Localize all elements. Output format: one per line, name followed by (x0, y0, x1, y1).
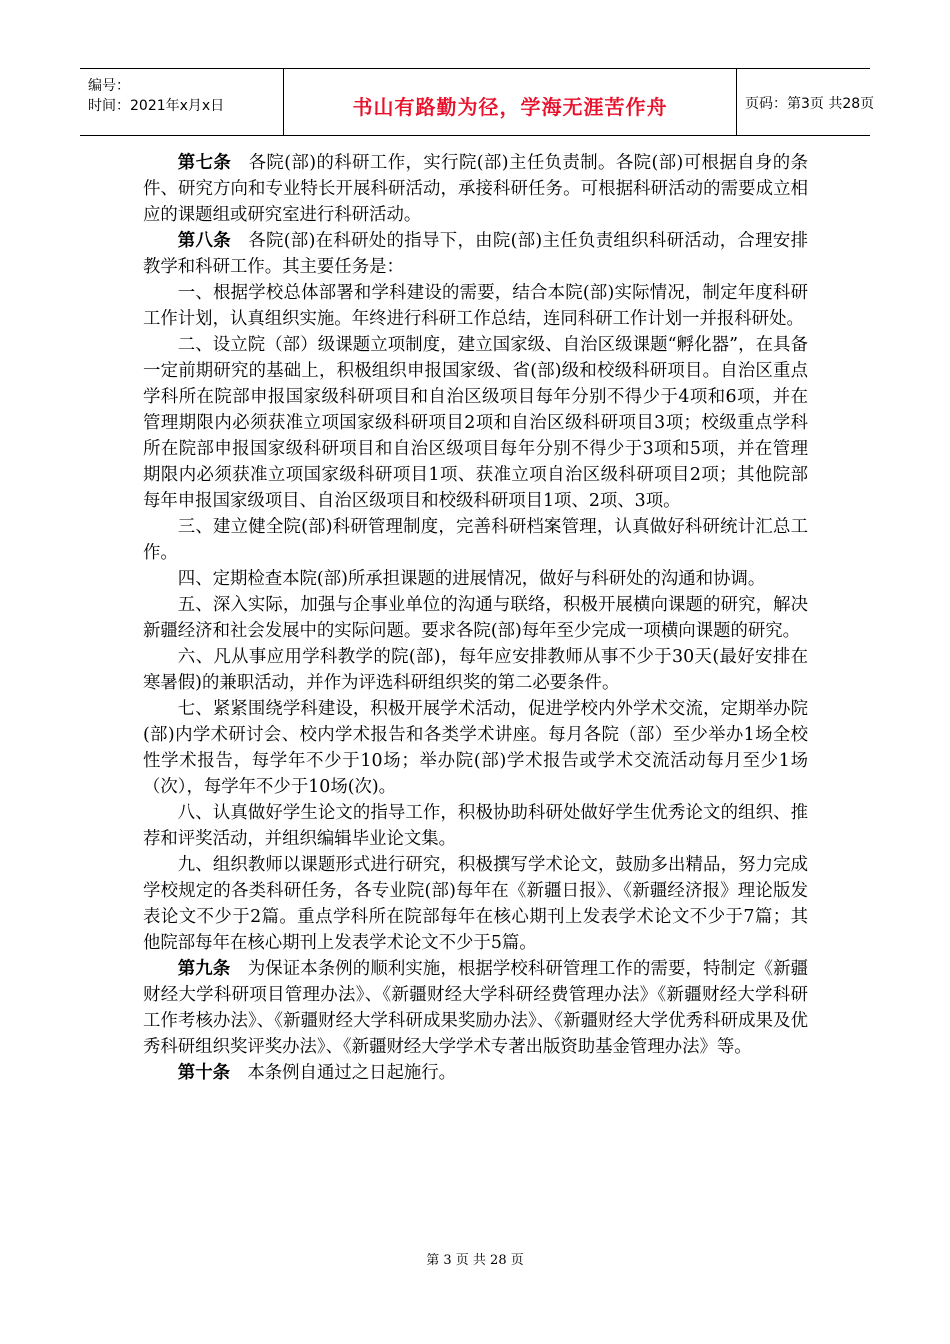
article-10-text: 本条例自通过之日起施行。 (247, 1063, 457, 1083)
article-8-item-1: 一、根据学校总体部署和学科建设的需要，结合本院(部)实际情况，制定年度科研工作计划，认真组织实施。年终进行科研工作总结，连同科研工作计划一并报科研处。 (143, 283, 808, 329)
article-8-item-9: 九、组织教师以课题形式进行研究，积极撰写学术论文，鼓励多出精品，努力完成学校规定的各类科研任务，各专业院(部)每年在《新疆日报》、《新疆经济报》理论版发表论文不少于2篇。重点学科所在院部每年在核心期刊上发表学术论文不少于7篇；其他院部每年在核心期刊上发表学术论文不少于5篇。 (143, 855, 808, 953)
article-8-item-3: 三、建立健全院(部)科研管理制度，完善科研档案管理，认真做好科研统计汇总工作。 (143, 517, 808, 563)
document-date-label: 时间：2021年x月x日 (88, 98, 225, 114)
header-page-cell (737, 69, 875, 135)
article-8-item-5: 五、深入实际，加强与企事业单位的沟通与联络，积极开展横向课题的研究，解决新疆经济和社会发展中的实际问题。要求各院(部)每年至少完成一项横向课题的研究。 (143, 595, 808, 641)
article-8-item-7: 七、紧紧围绕学科建设，积极开展学术活动，促进学校内外学术交流，定期举办院(部)内学术研讨会、校内学术报告和各类学术讲座。每月各院（部）至少举办1场全校性学术报告，每学年不少于10场；举办院(部)学术报告或学术交流活动每月至少1场（次），每学年不少于10场(次)。 (143, 699, 808, 797)
article-9-text: 为保证本条例的顺利实施，根据学校科研管理工作的需要，特制定《新疆财经大学科研项目管理办法》、《新疆财经大学科研经费管理办法》《新疆财经大学科研工作考核办法》、《新疆财经大学科研成果奖励办法》、《新疆财经大学优秀科研成果及优秀科研组织奖评奖办法》、《新疆财经大学学术专著出版资助基金管理办法》等。 (143, 959, 808, 1057)
article-8-title: 第八条 (177, 231, 231, 251)
article-7-title: 第七条 (177, 153, 232, 173)
header-meta-cell (80, 69, 284, 135)
article-8-item-4: 四、定期检查本院(部)所承担课题的进展情况，做好与科研处的沟通和协调。 (177, 569, 766, 589)
article-10-title: 第十条 (177, 1063, 230, 1083)
document-body (143, 150, 808, 1086)
page-header (80, 68, 875, 136)
article-10 (143, 1060, 808, 1086)
article-8-item-6: 六、凡从事应用学科教学的院(部)，每年应安排教师从事不少于30天(最好安排在寒暑假)的兼职活动，并作为评选科研组织奖的第二必要条件。 (143, 647, 808, 693)
article-8-text: 各院(部)在科研处的指导下，由院(部)主任负责组织科研活动，合理安排教学和科研工作。其主要任务是： (143, 231, 808, 277)
article-9-title: 第九条 (177, 959, 231, 979)
header-motto-cell (284, 69, 737, 135)
article-7-text: 各院(部)的科研工作，实行院(部)主任负责制。各院(部)可根据自身的条件、研究方向和专业特长开展科研活动，承接科研任务。可根据科研活动的需要成立相应的课题组或研究室进行科研活动。 (143, 153, 808, 225)
header-motto: 书山有路勤为径，学海无涯苦作舟 (352, 95, 668, 119)
document-number-label: 编号： (88, 78, 130, 94)
page-footer: 第 3 页 共 28 页 (426, 1253, 524, 1268)
article-7 (143, 150, 808, 228)
article-8-item-8: 八、认真做好学生论文的指导工作，积极协助科研处做好学生优秀论文的组织、推荐和评奖活动，并组织编辑毕业论文集。 (143, 803, 808, 849)
article-8 (143, 228, 808, 280)
article-8-item-2: 二、设立院（部）级课题立项制度，建立国家级、自治区级课题“孵化器”，在具备一定前期研究的基础上，积极组织申报国家级、省(部)级和校级科研项目。自治区重点学科所在院部申报国家级科研项目和自治区级项目每年分别不得少于4项和6项，并在管理期限内必须获准立项国家级科研项目2项和自治区级科研项目3项；校级重点学科所在院部申报国家级科研项目和自治区级项目每年分别不得少于3项和5项，并在管理期限内必须获准立项国家级科研项目1项、获准立项自治区级科研项目2项；其他院部每年申报国家级项目、自治区级项目和校级科研项目1项、2项、3项。 (143, 335, 808, 511)
article-9 (143, 956, 808, 1060)
header-page-info: 页码：第3页 共28页 (745, 96, 875, 112)
